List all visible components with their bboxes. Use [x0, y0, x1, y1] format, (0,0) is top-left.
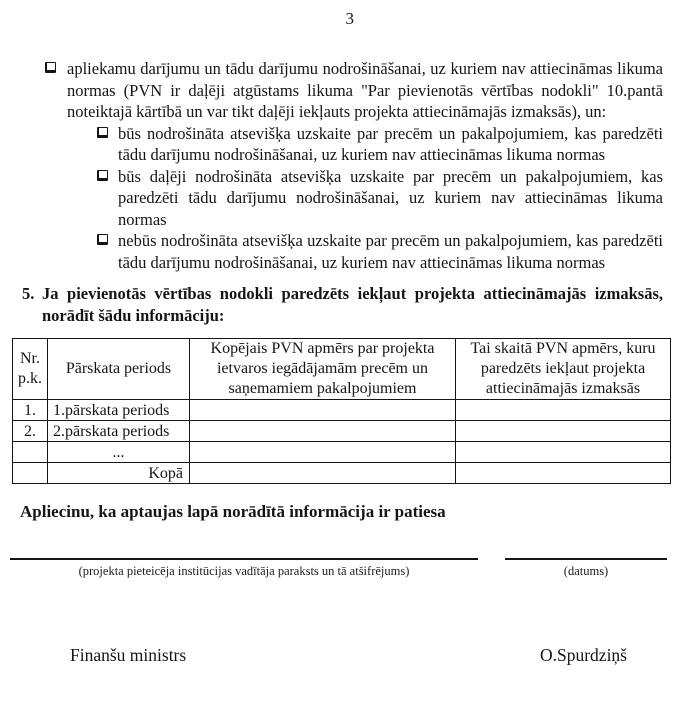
footer-minister-name: O.Spurdziņš [539, 645, 627, 665]
checklist-sub-item-text: nebūs nodrošināta atsevišķa uzskaite par precēm un pakalpojumiem, kas paredzēti tādu darījumu nodrošināšanai, uz kuriem nav attiecināmas likuma normas [118, 231, 663, 272]
section-5-marker: 5. [22, 284, 35, 303]
signature-gap [478, 558, 505, 579]
table-cell-nr: 1. [13, 400, 48, 421]
table-cell-included [456, 442, 671, 463]
checklist-sub-item [97, 166, 663, 231]
table-header-row [13, 339, 671, 400]
table-cell-total [190, 421, 456, 442]
table-cell-period: 1.pārskata periods [48, 400, 190, 421]
table-cell-nr [13, 463, 48, 484]
checklist-sub-item-text: būs daļēji nodrošināta atsevišķa uzskaite par precēm un pakalpojumiem, kas paredzēti tādu darījumu nodrošināšanai, uz kuriem nav attiecināmas likuma normas [118, 166, 663, 229]
signature-block-left [10, 558, 478, 579]
table-header-nr: Nr. p.k. [13, 339, 48, 400]
signature-block-right [505, 558, 667, 579]
table-header-total: Kopējais PVN apmērs par projekta ietvaros iegādājamām precēm un saņemamiem pakalpojumiem [190, 339, 456, 400]
section-5 [22, 283, 663, 326]
table-cell-total [190, 442, 456, 463]
table-cell-included [456, 400, 671, 421]
checklist-sub-item [97, 123, 663, 166]
table-row [13, 442, 671, 463]
table-cell-nr [13, 442, 48, 463]
affirmation-statement: Apliecinu, ka aptaujas lapā norādītā informācija ir patiesa [20, 502, 446, 521]
table-cell-period: Kopā [48, 463, 190, 484]
table-row [13, 421, 671, 442]
table-row [13, 400, 671, 421]
footer-row [70, 645, 627, 666]
checklist-main-item-text: apliekamu darījumu un tādu darījumu nodrošināšanai, uz kuriem nav attiecināmas likuma normas (PVN ir daļēji atgūstams likuma "Par pievienotās vērtības nodokli" 10.pantā noteiktajā kārtībā un var tikt daļēji iekļauts projekta attiecināmajās izmaksās), un: [67, 59, 663, 121]
checklist-sub-item-text: būs nodrošināta atsevišķa uzskaite par precēm un pakalpojumiem, kas paredzēti tādu darījumu nodrošināšanai, uz kuriem nav attiecināmas likuma normas [118, 123, 663, 164]
table-cell-nr: 2. [13, 421, 48, 442]
checkbox-icon [97, 170, 108, 181]
checkbox-icon [97, 234, 108, 245]
table-cell-included [456, 463, 671, 484]
table-cell-total [190, 463, 456, 484]
table-header-included: Tai skaitā PVN apmērs, kuru paredzēts iekļaut projekta attiecināmajās izmaksās [456, 339, 671, 400]
signature-row [0, 558, 700, 579]
section-5-text: Ja pievienotās vērtības nodokli paredzēts iekļaut projekta attiecināmajās izmaksās, norādīt šādu informāciju: [42, 284, 663, 325]
table-cell-included [456, 421, 671, 442]
signature-caption-left: (projekta pieteicēja institūcijas vadītāja paraksts un tā atšifrējums) [78, 564, 410, 578]
table-cell-period: 2.pārskata periods [48, 421, 190, 442]
signature-caption-right: (datums) [563, 564, 609, 578]
table-header-period: Pārskata periods [48, 339, 190, 400]
page-number: 3 [345, 9, 355, 28]
footer-minister-title: Finanšu ministrs [70, 645, 187, 665]
table-cell-period: ... [48, 442, 190, 463]
table-cell-total [190, 400, 456, 421]
checkbox-icon [97, 127, 108, 138]
checklist-sub-item [97, 230, 663, 273]
pvn-table [12, 338, 671, 484]
checkbox-icon [45, 62, 56, 73]
checklist-main-item [45, 58, 663, 123]
table-row-total [13, 463, 671, 484]
